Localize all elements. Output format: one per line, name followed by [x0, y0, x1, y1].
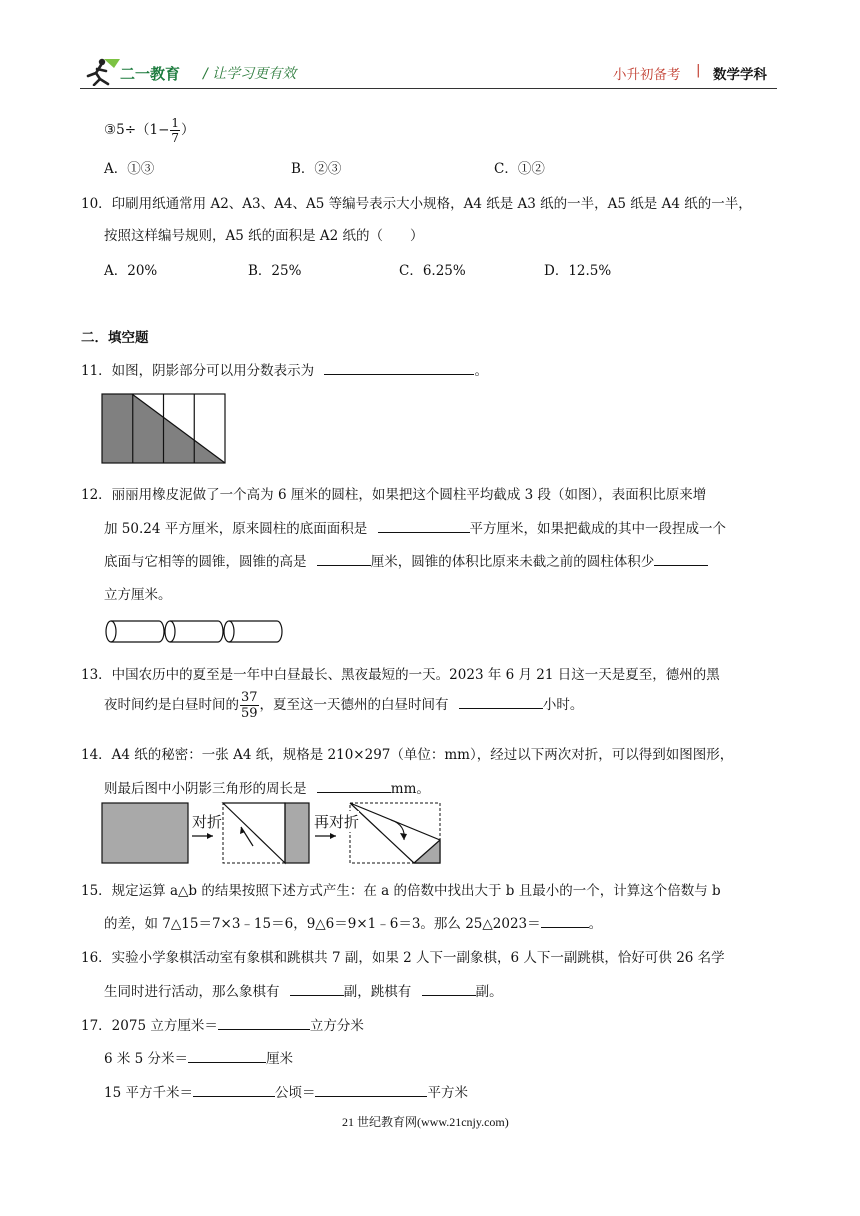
q9-item3-prefix: ③5÷（1− — [104, 122, 170, 138]
q10-line1: 10．印刷用纸通常用 A2、A3、A4、A5 等编号表示大小规格，A4 纸是 A3 纸的一半，A5 纸是 A4 纸的一半， — [81, 196, 752, 212]
q14-folding-figure — [101, 802, 445, 866]
q13-line2b: ，夏至这一天德州的白昼时间有 — [259, 697, 449, 713]
logo-text: 二一教育 — [120, 65, 181, 83]
q17-line3b: 公顷＝ — [274, 1085, 316, 1101]
q16-line2a: 生同时进行活动，那么象棋有 — [104, 984, 280, 1000]
q14-line2a: 则最后图中小阴影三角形的周长是 — [104, 781, 307, 797]
q17-line2b: 厘米 — [266, 1051, 294, 1067]
header-rule — [80, 88, 777, 89]
header-separator: | — [696, 62, 701, 78]
q10-option-b[interactable]: B．25% — [248, 263, 302, 279]
q17-blank-4[interactable] — [315, 1082, 427, 1097]
q16-line2 — [104, 980, 503, 1000]
q11-text — [81, 359, 488, 379]
q14-line1: 14．A4 纸的秘密：一张 A4 纸，规格是 210×297（单位：mm），经过以下两次对折，可以得到如图图形， — [81, 747, 734, 763]
q9-fraction — [170, 117, 180, 144]
q17-line1a: 17．2075 立方厘米＝ — [81, 1018, 218, 1034]
q9-option-c[interactable]: C．①② — [494, 161, 545, 177]
q9-option-a[interactable]: A．①③ — [104, 161, 155, 177]
q13-blank[interactable] — [459, 694, 543, 709]
page-header — [0, 0, 860, 100]
q10-option-d[interactable]: D．12.5% — [544, 263, 612, 279]
header-exam-label: 小升初备考 — [613, 67, 681, 83]
q12-line2a: 加 50.24 平方厘米，原来圆柱的底面面积是 — [104, 521, 368, 537]
q16-blank-2[interactable] — [422, 981, 476, 996]
q12-line3 — [104, 550, 708, 570]
q12-cylinder-figure — [103, 619, 283, 645]
q12-line3b: 厘米，圆锥的体积比原来未截之前的圆柱体积少 — [370, 554, 655, 570]
fraction-denominator: 7 — [171, 131, 180, 145]
q13-line2c: 小时。 — [542, 697, 584, 713]
q15-line1: 15．规定运算 a△b 的结果按照下述方式产生：在 a 的倍数中找出大于 b 且最小的一个，计算这个倍数与 b — [81, 883, 721, 899]
q15-blank[interactable] — [541, 913, 589, 928]
q17-line2a: 6 米 5 分米＝ — [104, 1051, 189, 1067]
q17-line1b: 立方分米 — [309, 1018, 364, 1034]
q12-line1: 12．丽丽用橡皮泥做了一个高为 6 厘米的圆柱，如果把这个圆柱平均截成 3 段（如图），表面积比原来增 — [81, 487, 707, 503]
q12-line3a: 底面与它相等的圆锥，圆锥的高是 — [104, 554, 307, 570]
q11-shaded-figure — [101, 393, 227, 465]
q15-line2b: 。 — [588, 916, 603, 932]
runner-logo-icon — [84, 56, 122, 86]
header-subject: 数学学科 — [713, 67, 767, 83]
q17-blank-1[interactable] — [218, 1015, 310, 1030]
q17-blank-2[interactable] — [188, 1048, 266, 1063]
q17-line3 — [104, 1081, 468, 1101]
q13-line2 — [104, 691, 583, 720]
q11-answer-blank[interactable] — [324, 360, 474, 375]
q9-item3 — [104, 117, 195, 144]
fraction-denominator: 59 — [241, 706, 258, 721]
q9-item3-suffix: ） — [181, 122, 195, 138]
q13-line1: 13．中国农历中的夏至是一年中白昼最长、黑夜最短的一天。2023 年 6 月 21 日这一天是夏至，德州的黑 — [81, 667, 720, 683]
q15-line2a: 的差，如 7△15＝7×3﹣15＝6，9△6＝9×1﹣6＝3。那么 25△2023＝ — [104, 916, 541, 932]
q17-line3c: 平方米 — [427, 1085, 468, 1101]
q12-line4: 立方厘米。 — [104, 587, 172, 603]
q12-blank-2[interactable] — [317, 551, 371, 566]
fold-label-1: 对折 — [192, 814, 223, 831]
q13-fraction — [240, 691, 259, 720]
q10-option-a[interactable]: A．20% — [104, 263, 158, 279]
fold-label-2: 再对折 — [314, 811, 359, 832]
q16-line2c: 副。 — [475, 984, 503, 1000]
q16-blank-1[interactable] — [290, 981, 344, 996]
q14-blank[interactable] — [317, 778, 391, 793]
q17-line1 — [81, 1014, 364, 1034]
q17-blank-3[interactable] — [193, 1082, 275, 1097]
q12-blank-3[interactable] — [654, 551, 708, 566]
slogan: / 让学习更有效 — [203, 66, 297, 82]
q10-option-c[interactable]: C．6.25% — [399, 263, 466, 279]
q12-line2b: 平方厘米，如果把截成的其中一段捏成一个 — [469, 521, 727, 537]
q14-line2b: mm。 — [390, 781, 430, 797]
fraction-numerator: 37 — [241, 690, 258, 705]
q12-line2 — [104, 517, 726, 537]
q11-end: 。 — [474, 363, 488, 379]
fraction-numerator: 1 — [171, 116, 180, 130]
q12-blank-1[interactable] — [378, 518, 470, 533]
q16-line1: 16．实验小学象棋活动室有象棋和跳棋共 7 副，如果 2 人下一副象棋，6 人下一副跳棋，恰好可供 26 名学 — [81, 950, 725, 966]
q11-stem: 11．如图，阴影部分可以用分数表示为 — [81, 363, 315, 379]
q16-line2b: 副，跳棋有 — [343, 984, 412, 1000]
q9-option-b[interactable]: B．②③ — [291, 161, 342, 177]
q14-line2 — [104, 777, 430, 797]
q13-line2a: 夜时间约是白昼时间的 — [104, 697, 239, 713]
section-title: 二．填空题 — [81, 330, 149, 346]
q10-line2: 按照这样编号规则，A5 纸的面积是 A2 纸的（ ） — [104, 228, 424, 244]
q15-line2 — [104, 912, 602, 932]
q17-line3a: 15 平方千米＝ — [104, 1085, 193, 1101]
q17-line2 — [104, 1047, 293, 1067]
page-footer: 21 世纪教育网(www.21cnjy.com) — [342, 1115, 509, 1129]
